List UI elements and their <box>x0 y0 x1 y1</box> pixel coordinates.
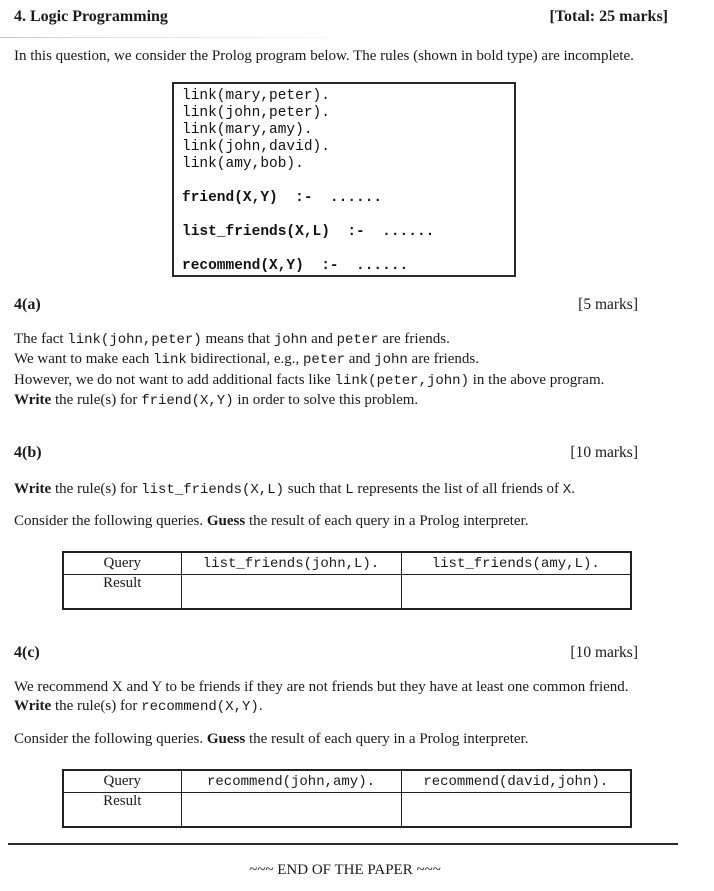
code-blank-line <box>182 241 506 258</box>
inline-code: peter <box>336 332 379 348</box>
para-line <box>14 697 662 717</box>
prolog-code-box <box>172 82 516 277</box>
inline-code: X <box>562 482 572 498</box>
inline-code: recommend(X,Y) <box>141 699 259 716</box>
intro-text: In this question, we consider the Prolog program below. The rules (shown in bold type) are incomplete. <box>14 48 634 64</box>
inline-code: list_friends(X,L) <box>141 482 285 498</box>
result-row <box>63 793 631 828</box>
text-run: and <box>307 331 337 347</box>
query-cell: list_friends(amy,L). <box>401 552 631 575</box>
text-run: the rule(s) for <box>51 698 142 715</box>
text-run: Consider the following queries. <box>14 731 207 747</box>
text-run: in the above program. <box>468 371 605 388</box>
code-rule-recommend: recommend(X,Y) :- ...... <box>182 258 409 274</box>
para-line <box>14 391 662 411</box>
text-run: bidirectional, e.g., <box>186 351 303 368</box>
section-b-write-line <box>14 480 662 500</box>
text-run: the result of each query in a Prolog interpreter. <box>245 731 529 747</box>
section-b-label: 4(b) <box>14 444 42 461</box>
query-cell: recommend(david,john). <box>401 770 631 793</box>
section-a-paragraph <box>14 330 662 411</box>
text-run: the rule(s) for <box>51 391 142 408</box>
para-line <box>14 371 662 391</box>
section-c-paragraph <box>14 678 662 718</box>
code-line: link(mary,amy). <box>182 122 313 138</box>
code-line: link(john,david). <box>182 139 330 155</box>
query-cell: recommend(john,amy). <box>181 770 401 793</box>
text-run: The fact <box>14 331 68 347</box>
section-a-marks: [5 marks] <box>578 296 638 313</box>
answer-cell-empty <box>181 575 401 610</box>
text-run: and <box>345 351 375 368</box>
text-run: such that <box>284 481 346 497</box>
inline-code: link <box>153 352 187 369</box>
inline-code: friend(X,Y) <box>141 392 234 409</box>
text-run: . <box>571 481 575 497</box>
text-run: . <box>258 698 263 715</box>
answer-cell-empty <box>181 793 401 828</box>
query-row <box>63 770 631 793</box>
text-run: represents the list of all friends of <box>353 481 563 497</box>
end-of-paper-rule <box>8 843 678 845</box>
text-run-bold: Guess <box>206 513 246 529</box>
total-marks-label: [Total: 25 marks] <box>549 8 668 25</box>
inline-code: L <box>345 482 354 498</box>
query-cell: list_friends(john,L). <box>181 552 401 575</box>
answer-cell-empty <box>401 575 631 610</box>
section-b-consider-line <box>14 512 662 531</box>
code-line: link(john,peter). <box>182 105 330 121</box>
code-rule-friend: friend(X,Y) :- ...... <box>182 190 383 206</box>
result-header-cell: Result <box>63 575 181 610</box>
result-header-cell: Result <box>63 793 181 828</box>
section-b-marks: [10 marks] <box>570 444 638 461</box>
text-run: the result of each query in a Prolog interpreter. <box>245 513 529 529</box>
end-of-paper-text: ~~~ END OF THE PAPER ~~~ <box>249 862 441 878</box>
query-row <box>63 552 631 575</box>
query-header-cell: Query <box>63 552 181 575</box>
inline-code: link(peter,john) <box>334 372 469 389</box>
inline-code: link(john,peter) <box>67 332 202 348</box>
inline-code: john <box>374 352 408 369</box>
para-line <box>14 350 662 370</box>
inline-code: john <box>273 332 308 348</box>
query-header-cell: Query <box>63 770 181 793</box>
section-c-consider-line <box>14 730 662 749</box>
query-table-c <box>62 769 632 828</box>
section-c-marks: [10 marks] <box>570 644 638 661</box>
text-run-bold: Write <box>14 481 52 497</box>
text-run: the rule(s) for <box>51 481 142 497</box>
section-c-label: 4(c) <box>14 644 40 661</box>
scan-artifact-line <box>0 37 380 38</box>
section-a-label: 4(a) <box>14 296 41 313</box>
code-line: link(amy,bob). <box>182 156 304 172</box>
text-run: We want to make each <box>14 351 154 368</box>
text-run-bold: Write <box>14 391 52 408</box>
code-blank-line <box>182 173 506 190</box>
section-a-heading <box>14 296 638 316</box>
text-run-bold: Guess <box>206 731 246 747</box>
section-b-heading <box>14 444 638 464</box>
text-run: means that <box>201 331 274 347</box>
text-run: However, we do not want to add additional facts like <box>14 371 335 388</box>
query-table-b <box>62 551 632 610</box>
text-run: Consider the following queries. <box>14 513 207 529</box>
para-line: We recommend X and Y to be friends if they are not friends but they have at least one common friend. <box>14 679 629 695</box>
code-rule-list-friends: list_friends(X,L) :- ...... <box>182 224 435 240</box>
code-blank-line <box>182 207 506 224</box>
answer-cell-empty <box>401 793 631 828</box>
text-run-bold: Write <box>14 698 52 715</box>
text-run: in order to solve this problem. <box>233 391 419 408</box>
page-title: 4. Logic Programming <box>14 8 168 25</box>
para-line <box>14 330 662 350</box>
result-row <box>63 575 631 610</box>
text-run: are friends. <box>378 331 450 347</box>
inline-code: peter <box>302 352 345 369</box>
code-line: link(mary,peter). <box>182 88 330 104</box>
section-c-heading <box>14 644 638 664</box>
text-run: are friends. <box>407 351 479 368</box>
